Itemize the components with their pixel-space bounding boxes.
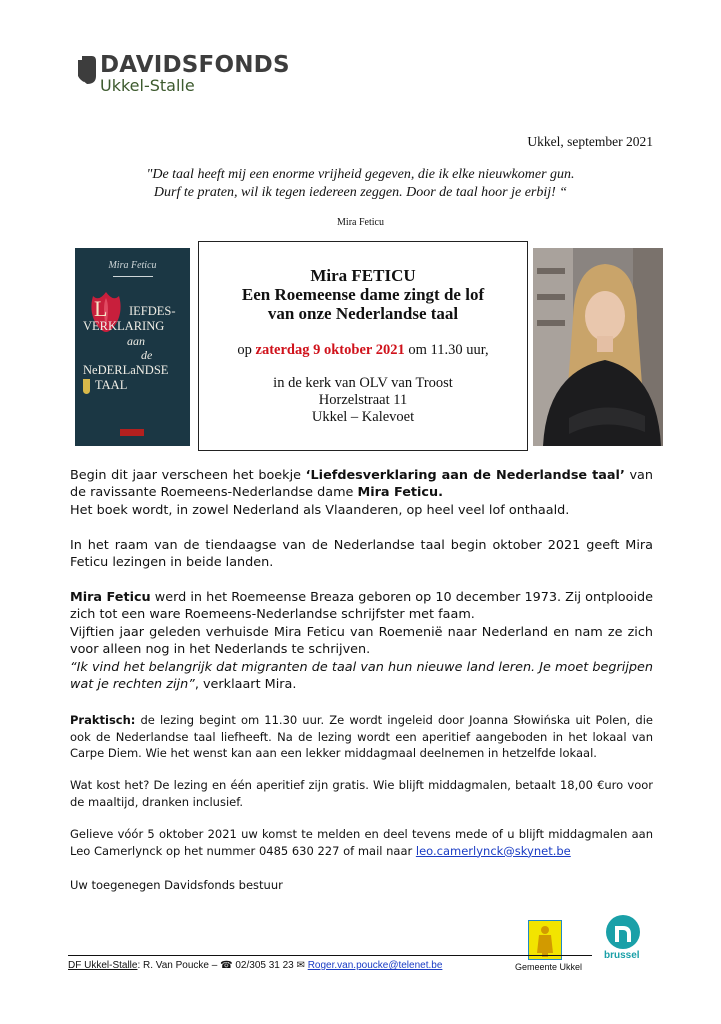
practical-paragraph bbox=[70, 712, 653, 762]
book-title-line-6: TAAL bbox=[95, 378, 128, 392]
intro-text-2: van de ravissante Roemeens-Nederlandse dame bbox=[70, 468, 654, 501]
lecture-paragraph: In het raam van de tiendaagse van de Nederlandse taal begin oktober 2021 geeft Mira Feticu lezingen in beide landen. bbox=[70, 538, 653, 571]
bio-quote: “Ik vind het belangrijk dat migranten de taal van hun nieuwe land leren. Je moet begrijpen wat je rechten zijn” bbox=[70, 659, 653, 693]
footer-contact-name: : R. Van Poucke – bbox=[137, 960, 221, 971]
footer-phone: 02/305 31 23 bbox=[232, 960, 297, 971]
brussel-logo-icon bbox=[603, 914, 643, 950]
quote-line-2: Durf te praten, wil ik tegen iedereen zeggen. Door de taal hoor je erbij! “ bbox=[153, 185, 568, 200]
mail-icon: ✉ bbox=[296, 960, 305, 971]
bio-name: Mira Feticu bbox=[70, 590, 151, 605]
saint-figure-icon bbox=[529, 921, 561, 959]
quote-author: Mira Feticu bbox=[337, 217, 384, 228]
event-city: Ukkel – Kalevoet bbox=[311, 409, 415, 425]
registration-paragraph bbox=[70, 826, 653, 859]
book-hook-mark bbox=[83, 379, 90, 394]
bio-paragraph bbox=[70, 589, 653, 693]
practical-text: de lezing begint om 11.30 uur. Ze wordt ingeleid door Joanna Słowińska uit Polen, die ook de Nederlandse taal liefheeft. Na de lezing wordt een aperitief aangeboden in het lokaal van Carpe Diem. Wie het wenst kan aan een lekker middagmaal deelnemen in hetzelfde lokaal. bbox=[70, 713, 653, 761]
event-title-line-1: Een Roemeense dame zingt de lof bbox=[241, 285, 485, 304]
logo-subtitle: Ukkel-Stalle bbox=[100, 76, 195, 95]
book-title-line-4: de bbox=[141, 348, 153, 362]
event-date: zaterdag 9 oktober 2021 bbox=[255, 342, 405, 358]
book-title-line-2: VERKLARING bbox=[83, 319, 165, 333]
registration-text: Gelieve vóór 5 oktober 2021 uw komst te melden en deel tevens mede of u blijft middagmalen aan Leo Camerlynck op het nummer 0485 630 227 of mail naar bbox=[70, 827, 653, 858]
event-date-line bbox=[199, 342, 527, 359]
footer-org: DF Ukkel-Stalle bbox=[68, 960, 138, 971]
publisher-logo bbox=[120, 429, 144, 436]
book-cover-image bbox=[75, 248, 190, 446]
author-mention: Mira Feticu. bbox=[357, 485, 443, 501]
phone-icon: ☎ bbox=[220, 960, 233, 971]
logo-name: DAVIDSFONDS bbox=[100, 52, 290, 78]
book-title-mention: ‘Liefdesverklaring aan de Nederlandse taal’ bbox=[305, 468, 625, 483]
book-title-line-1: IEFDES- bbox=[129, 304, 176, 318]
intro-text-1: Begin dit jaar verscheen het boekje bbox=[70, 468, 306, 483]
book-title-line-3: aan bbox=[127, 334, 145, 348]
quote-line-1: "De taal heeft mij een enorme vrijheid gegeven, die ik elke nieuwkomer gun. bbox=[146, 167, 575, 182]
event-title-line-2: van onze Nederlandse taal bbox=[267, 304, 459, 323]
event-date-suffix: om 11.30 uur, bbox=[404, 342, 489, 358]
footer-email-link[interactable]: Roger.van.poucke@telenet.be bbox=[307, 960, 443, 971]
dateline: Ukkel, september 2021 bbox=[527, 134, 653, 149]
registration-email-link[interactable]: leo.camerlynck@skynet.be bbox=[415, 843, 571, 858]
book-divider bbox=[113, 276, 153, 277]
gemeente-ukkel-logo bbox=[528, 920, 562, 960]
quote bbox=[0, 166, 721, 202]
event-date-prefix: op bbox=[237, 342, 256, 358]
event-speaker: Mira FETICU bbox=[310, 266, 416, 285]
book-initial: L bbox=[94, 296, 108, 321]
davidsfonds-logo bbox=[78, 52, 288, 98]
bio-text-2: Vijftien jaar geleden verhuisde Mira Feticu van Roemenië naar Nederland en nam ze zich voor alleen nog in het Nederlands te schrijven. bbox=[70, 624, 653, 658]
footer bbox=[68, 960, 442, 971]
closing-line: Uw toegenegen Davidsfonds bestuur bbox=[70, 878, 283, 892]
bio-text-3: , verklaart Mira. bbox=[194, 677, 297, 693]
footer-divider bbox=[68, 955, 592, 956]
bio-text-1: werd in het Roemeense Breaza geboren op 10 december 1973. Zij ontplooide zich tot een ware Roemeens-Nederlandse schrijfster met faam. bbox=[70, 590, 654, 623]
author-portrait bbox=[533, 248, 663, 446]
portrait-photo-icon bbox=[533, 248, 663, 446]
brussel-label: brussel bbox=[604, 950, 640, 961]
gemeente-label: Gemeente Ukkel bbox=[515, 962, 583, 972]
event-box bbox=[198, 241, 528, 451]
book-title-line-5: NeDERLaNDSE bbox=[83, 363, 169, 377]
davidsfonds-mark-icon bbox=[78, 56, 96, 84]
event-street: Horzelstraat 11 bbox=[318, 392, 408, 408]
intro-text-3: Het boek wordt, in zowel Nederland als Vlaanderen, op heel veel lof onthaald. bbox=[70, 502, 570, 518]
intro-paragraph bbox=[70, 467, 653, 519]
book-author: Mira Feticu bbox=[108, 260, 157, 271]
practical-label: Praktisch: bbox=[70, 713, 136, 727]
cost-paragraph: Wat kost het? De lezing en één aperitief zijn gratis. Wie blijft middagmalen, betaalt 18,00 €uro voor de maaltijd, dranken inclusief. bbox=[70, 778, 653, 809]
event-venue: in de kerk van OLV van Troost bbox=[273, 375, 453, 391]
